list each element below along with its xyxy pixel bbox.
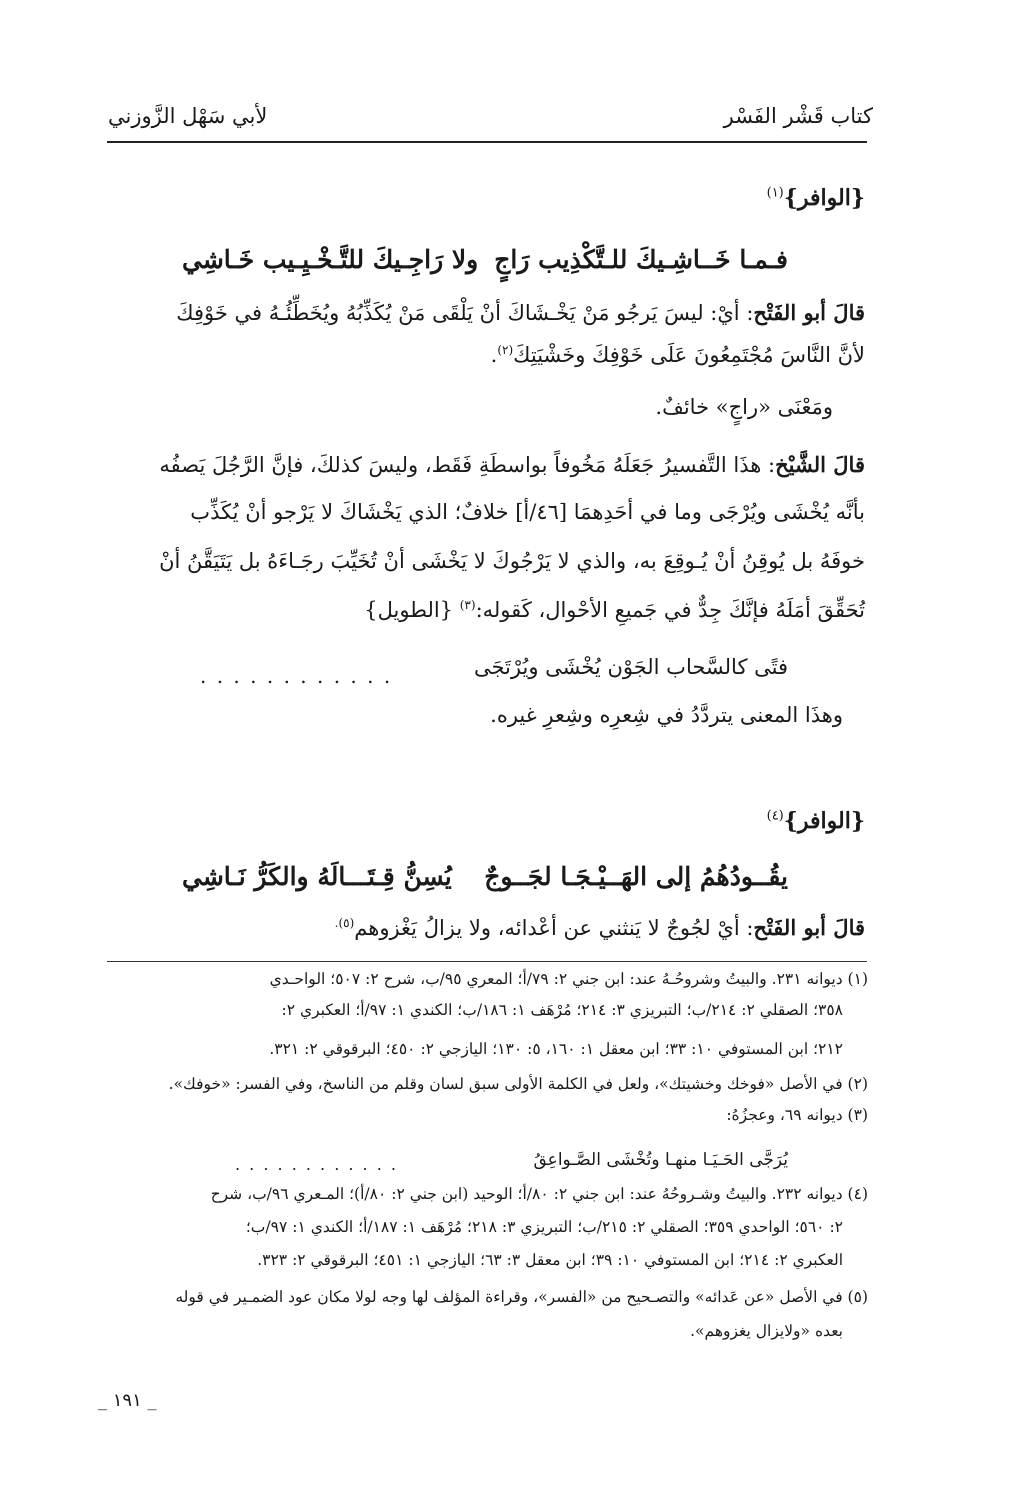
footnote-line: بعده «ولايزال يغزوهم». bbox=[690, 1322, 843, 1340]
paragraph-text: : أيْ: ليسَ يَرجُو مَنْ يَخْـشَاكَ أنْ يَلْقَى مَنْ يُكَذِّبُهُ ويُخَطِّئُـهُ في خَوْفِكَ bbox=[176, 301, 754, 325]
paragraph-text: لأنَّ النَّاسَ مُجْتَمِعُونَ عَلَى خَوْفِكَ وخَشْيَتِكَ bbox=[513, 343, 865, 367]
footnote-line: ٣٥٨؛ الصقلي ٢: ٢١٤/ب؛ التبريزي ٣: ٢١٤؛ مُرْهَف ١: ١٨٦/ب؛ الكندي ١: ٩٧/أ؛ العكبري ٢: bbox=[281, 1001, 843, 1019]
footnote-line: العكبري ٢: ٢١٤؛ ابن المستوفي ١٠: ٣٩؛ ابن معقل ٣: ٦٣؛ اليازجي ١: ٤٥١؛ البرقوقي ٢: ٣٢٣. bbox=[257, 1251, 843, 1269]
speaker-label: قالَ أبو الفَتْح bbox=[753, 915, 865, 940]
page-number: _ ١٩١ _ bbox=[98, 1390, 157, 1411]
meter-label bbox=[767, 808, 865, 834]
ellipsis-dots: . . . . . . . . . . . . bbox=[235, 1155, 398, 1174]
paragraph-line: بأنَّه يُخْشَى ويُرْجَى وما في أحَدِهمَا [٤٦/أ] خلافٌ؛ الذي يَخْشَاكَ لا يَرْجو أنْ يُكَذِّب bbox=[190, 500, 865, 524]
footnote-ref: (٢) bbox=[497, 343, 514, 357]
verse-first-hemistich: فـمـا خَــاشِـيكَ للـتَّكْذِيب رَاجٍ bbox=[494, 245, 788, 274]
paragraph-text: تُحَقِّقَ أمَلَهُ فإنَّكَ جِدٌّ في جَميعِ الأحْوال، كَقوله: bbox=[475, 598, 865, 622]
paragraph-line: لأنَّ النَّاسَ مُجْتَمِعُونَ عَلَى خَوْفِكَ وخَشْيَتِكَ$^{(٢)}$. bbox=[490, 343, 865, 367]
footnote-line: ٢: ٥٦٠؛ الواحدي ٣٥٩؛ الصقلي ٢: ٢١٥/ب؛ التبريزي ٣: ٢١٨؛ مُرْهَف ١: ١٨٧/أ؛ الكندي ١: ٩٧/ب؛ bbox=[245, 1218, 843, 1236]
verse-first-hemistich: يقُــودُهُمُ إلى الهَــيْـجَـا لجَــوجٌ bbox=[484, 862, 788, 891]
footnote-line: (٤) ديوانه ٢٣٢. والبيتُ وشـروحُهُ عند: ابن جني ٢: ٨٠/أ؛ الوحيد (ابن جني ٢: ٨٠/أ)؛ المـعري ٩٦/ب، شرح bbox=[210, 1185, 868, 1203]
running-head-book-title: كتاب قَشْر الفَسْر bbox=[723, 104, 873, 128]
paragraph-line bbox=[176, 300, 865, 325]
footnote-line: (٥) في الأصل «عن عَدائه» والتصـحيح من «الفسر»، وقراءة المؤلف لها وجه لولا مكان عود الضمـير في قوله bbox=[175, 1288, 868, 1306]
ellipsis-dots: . . . . . . . . . . . . bbox=[200, 664, 393, 688]
paragraph-text: : هذَا التَّفسيرُ جَعَلَهُ مَخُوفاً بواسطَةِ فَقَط، وليسَ كذلكَ، فإنَّ الرَّجُلَ يَصفُه bbox=[159, 453, 776, 477]
quoted-verse: فتًى كالسَّحاب الجَوْن يُخْشَى ويُرْتَجَى bbox=[473, 655, 788, 679]
footnote-quoted-verse: يُرَجَّى الحَـيَـا منهـا وتُخْشَى الصَّـواعِقُ bbox=[533, 1150, 788, 1170]
paragraph-text: : أيْ لجُوجٌ لا يَنثني عن أعْدائه، ولا يزالُ يَغْزوهم bbox=[354, 916, 754, 940]
speaker-label: قالَ أبو الفَتْح bbox=[753, 300, 865, 325]
meter-name: {الطويل} bbox=[364, 598, 454, 622]
speaker-label: قالَ الشَّيْخ bbox=[775, 452, 865, 477]
paragraph-line bbox=[335, 915, 865, 940]
footnote-ref: (٥). bbox=[334, 916, 355, 930]
footnote-line: (٢) في الأصل «فوخك وخشيتك»، ولعل في الكلمة الأولى سبق لسان وقلم من الناسخ، وفي الفسر: «خوفك». bbox=[168, 1075, 868, 1093]
paragraph-line bbox=[364, 598, 865, 622]
footnote-ref: (١) bbox=[766, 185, 784, 201]
footnote-line: ٢١٢؛ ابن المستوفي ١٠: ٣٣؛ ابن معقل ١: ١٦٠، ٥: ١٣٠؛ اليازجي ٢: ٤٥٠؛ البرقوقي ٢: ٣٢١. bbox=[269, 1040, 843, 1058]
meter-name: {الوافر} bbox=[783, 185, 865, 211]
paragraph-line: ومَعْنَى «راجٍ» خائفٌ. bbox=[655, 395, 833, 419]
running-head-author: لأبي سَهْل الزَّوزني bbox=[108, 104, 268, 128]
meter-name: {الوافر} bbox=[783, 808, 865, 834]
paragraph-line bbox=[159, 452, 865, 477]
footnote-line: (٣) ديوانه ٦٩، وعجزُهُ: bbox=[726, 1106, 868, 1124]
header-rule bbox=[107, 141, 867, 143]
verse-second-hemistich: يُسِنُّ قِـتَـــالَهُ والكَرُّ نَـاشِي bbox=[182, 862, 452, 891]
footnote-line: (١) ديوانه ٢٣١. والبيتُ وشروحُـهُ عند: ابن جني ٢: ٧٩/أ؛ المعري ٩٥/ب، شرح ٢: ٥٠٧؛ الواحـدي bbox=[269, 970, 868, 988]
paragraph-line: وهذَا المعنى يتردَّدُ في شِعرِه وشِعرِ غيره. bbox=[490, 703, 843, 727]
footnote-ref: (٤) bbox=[766, 808, 784, 824]
footnote-ref: (٣) bbox=[459, 598, 476, 612]
verse-second-hemistich: ولا رَاجِـيكَ للتَّـخْـيِـيب خَـاشِي bbox=[182, 245, 479, 274]
meter-label bbox=[767, 185, 865, 211]
footnote-rule bbox=[107, 961, 867, 962]
paragraph-line: خوفَهُ بل يُوقِنُ أنْ يُـوقِعَ به، والذي لا يَرْجُوكَ لا يَخْشَى أنْ تُخَيِّبَ رجَـاءَهُ بل يَتَيَقَّنُ أنْ bbox=[159, 549, 865, 573]
